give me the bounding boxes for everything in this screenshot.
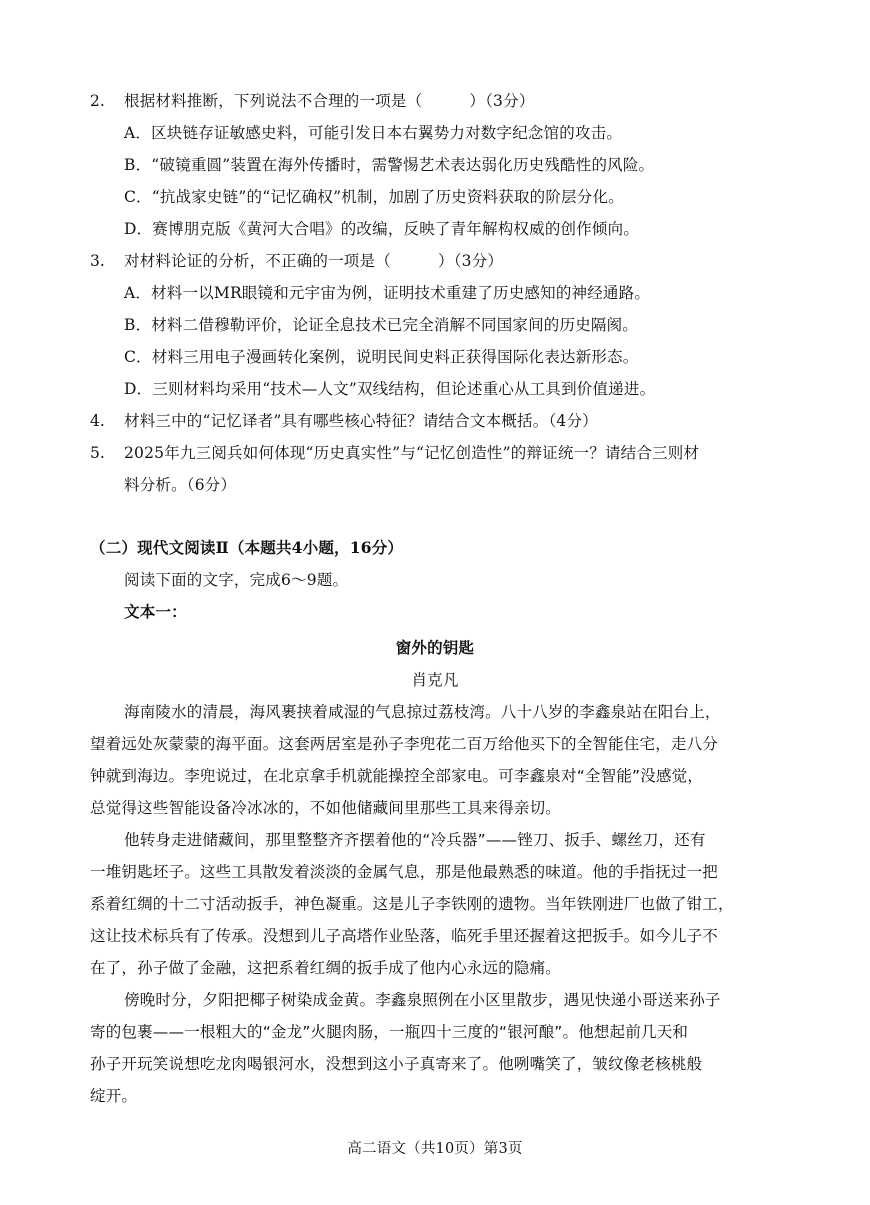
article-title: 窗外的钥匙: [395, 638, 475, 657]
option-d: D．三则材料均采用“技术—人文”双线结构，但论述重心从工具到价值递进。: [124, 380, 656, 398]
section-instruction: 阅读下面的文字，完成6～9题。: [124, 571, 349, 589]
article-line: 系着红绸的十二寸活动扳手，神色凝重。这是儿子李铁刚的遗物。当年铁刚进厂也做了钳工，: [90, 895, 734, 913]
option-a: A．材料一以MR眼镜和元宇宙为例，证明技术重建了历史感知的神经通路。: [124, 284, 651, 302]
question-stem: 2025年九三阅兵如何体现“历史真实性”与“记忆创造性”的辩证统一？请结合三则材: [124, 444, 700, 462]
question-stem: 根据材料推断，下列说法不合理的一项是（ ）（3分）: [124, 92, 535, 110]
text-label: 文本一：: [124, 602, 187, 621]
article-line: 总觉得这些智能设备冷冰冰的，不如他储藏间里那些工具来得亲切。: [90, 799, 562, 817]
article-line: 傍晚时分，夕阳把椰子树染成金黄。李鑫泉照例在小区里散步，遇见快递小哥送来孙子: [124, 991, 721, 1009]
article-line: 一堆钥匙坯子。这些工具散发着淡淡的金属气息，那是他最熟悉的味道。他的手指抚过一把: [90, 863, 719, 881]
question-number: 3.: [90, 252, 105, 270]
option-c: C．“抗战家史链”的“记忆确权”机制，加剧了历史资料获取的阶层分化。: [124, 188, 624, 206]
article-line: 在了，孙子做了金融，这把系着红绸的扳手成了他内心永远的隐痛。: [90, 959, 562, 977]
section-heading: （二）现代文阅读Ⅱ（本题共4小题，16分）: [90, 538, 404, 557]
question-stem: 对材料论证的分析，不正确的一项是（ ）（3分）: [124, 252, 504, 270]
page-footer: 高二语文（共10页）第3页: [347, 1141, 523, 1157]
article-line: 这让技术标兵有了传承。没想到儿子高塔作业坠落，临死手里还握着这把扳手。如今儿子不: [90, 927, 719, 945]
option-b: B．“破镜重圆”装置在海外传播时，需警惕艺术表达弱化历史残酷性的风险。: [124, 156, 655, 174]
article-line: 海南陵水的清晨，海风裹挟着咸湿的气息掠过荔枝湾。八十八岁的李鑫泉站在阳台上，: [124, 703, 721, 721]
question-number: 5.: [90, 444, 105, 462]
article-line: 绽开。: [90, 1087, 138, 1105]
article-author: 肖克凡: [411, 671, 459, 689]
option-b: B．材料二借穆勒评价，论证全息技术已完全消解不同国家间的历史隔阂。: [124, 316, 638, 334]
option-c: C．材料三用电子漫画转化案例，说明民间史料正获得国际化表达新形态。: [124, 348, 639, 366]
article-line: 他转身走进储藏间，那里整整齐齐摆着他的“冷兵器”——锉刀、扳手、螺丝刀，还有: [124, 831, 706, 849]
question-stem: 材料三中的“记忆译者”具有哪些核心特征？请结合文本概括。（4分）: [124, 412, 598, 430]
article-line: 钟就到海边。李兜说过，在北京拿手机就能操控全部家电。可李鑫泉对“全智能”没感觉，: [90, 767, 704, 785]
question-number: 2.: [90, 92, 105, 110]
option-d: D．赛博朋克版《黄河大合唱》的改编，反映了青年解构权威的创作倾向。: [124, 220, 640, 238]
question-stem-continued: 料分析。（6分）: [124, 476, 237, 494]
article-line: 寄的包裹——一根粗大的“金龙”火腿肉肠，一瓶四十三度的“银河酿”。他想起前几天和: [90, 1023, 689, 1041]
question-number: 4.: [90, 412, 105, 430]
article-line: 望着远处灰蒙蒙的海平面。这套两居室是孙子李兜花二百万给他买下的全智能住宅，走八分: [90, 735, 719, 753]
article-line: 孙子开玩笑说想吃龙肉喝银河水，没想到这小子真寄来了。他咧嘴笑了，皱纹像老核桃般: [90, 1055, 703, 1073]
option-a: A．区块链存证敏感史料，可能引发日本右翼势力对数字纪念馆的攻击。: [124, 124, 623, 142]
